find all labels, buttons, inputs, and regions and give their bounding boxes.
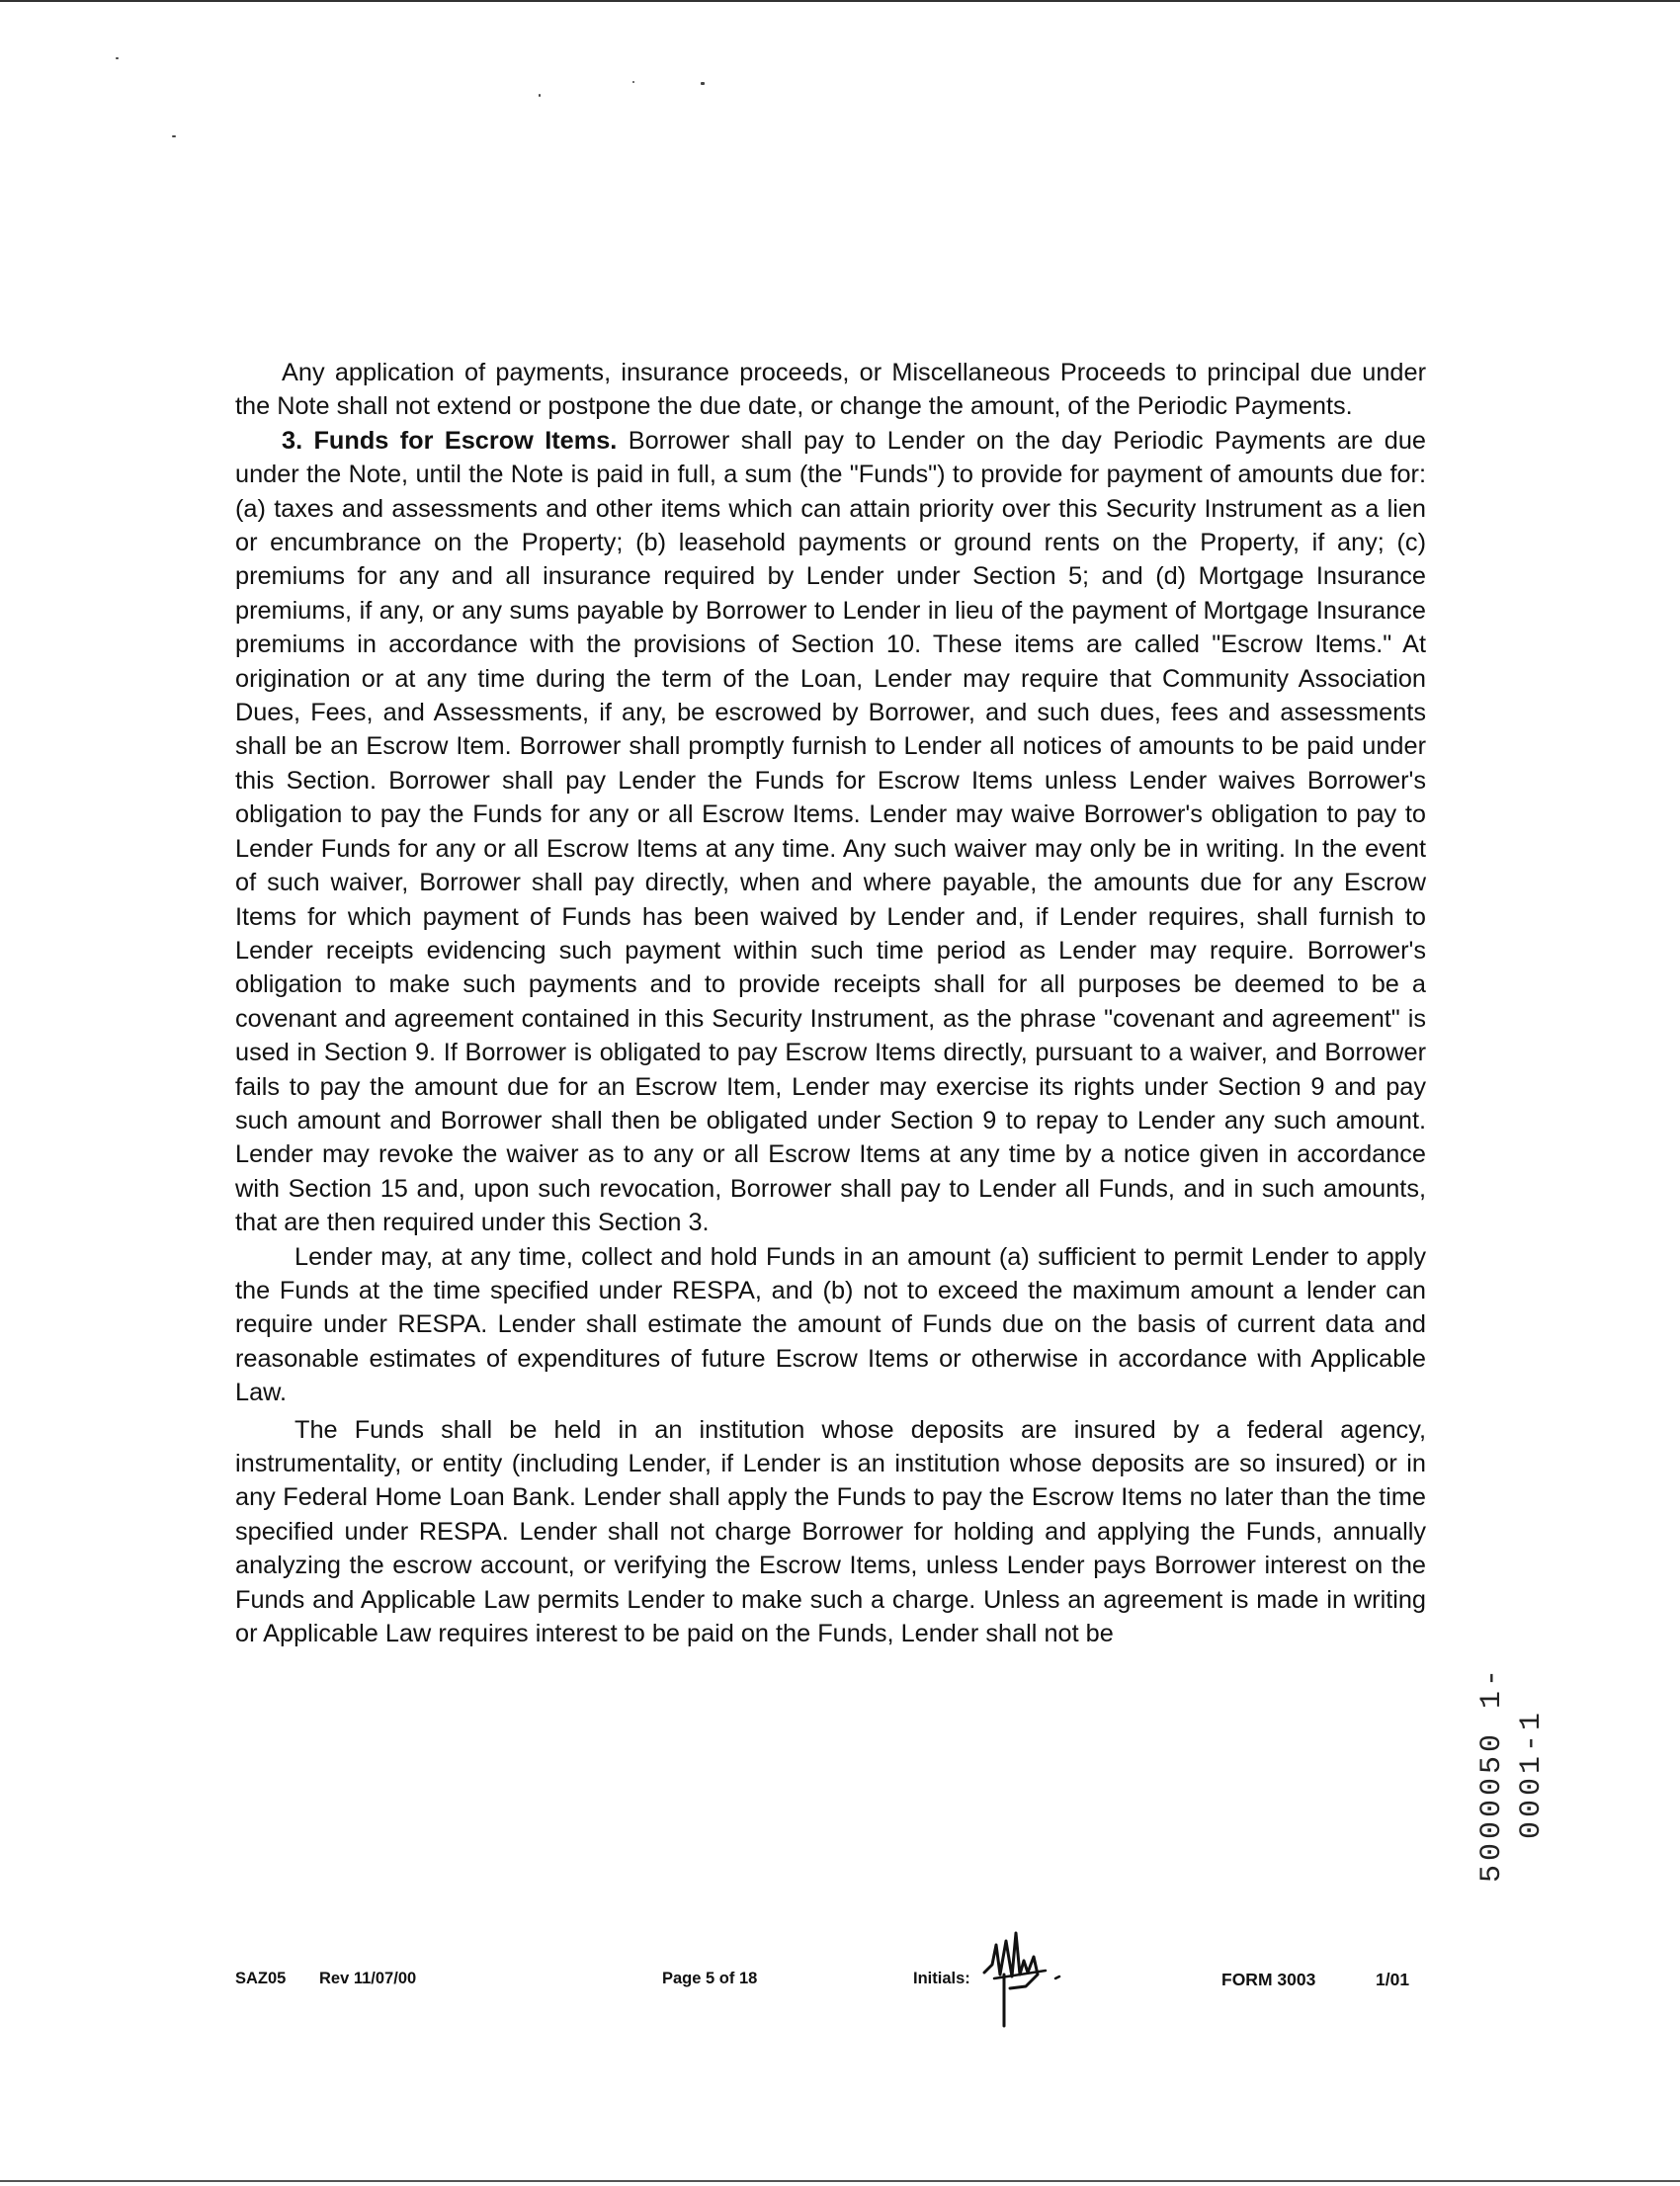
scan-speck <box>116 57 119 59</box>
scan-speck <box>172 135 176 137</box>
scan-speck <box>632 81 634 83</box>
side-document-number: 5000050 1-0001-1 <box>1475 1664 1549 1884</box>
scan-bottom-border <box>0 2180 1680 2182</box>
footer-form-number: FORM 3003 <box>1221 1970 1316 1989</box>
section-3-text: Borrower shall pay to Lender on the day Periodic Payments are due under the Note, until the Note is paid in full, a sum (the "Funds") to provide for payment of amounts due for: (a) taxes and assessments and other items which can attain priority over this Security Instrument as a lien or encumbrance on the Property; (b) leasehold payments or ground rents on the Property, if any; (c) premiums for any and all insurance required by Lender under Section 5; and (d) Mortgage Insurance premiums, if any, or any sums payable by Borrower to Lender in lieu of the payment of Mortgage Insurance premiums in accordance with the provisions of Section 10. These items are called "Escrow Items." At origination or at any time during the term of the Loan, Lender may require that Community Association Dues, Fees, and Assessments, if any, be escrowed by Borrower, and such dues, fees and assessments shall be an Escrow Item. Borrower shall promptly furnish to Lender all notices of amounts to be paid under this Section. Borrower shall pay Lender the Funds for Escrow Items unless Lender waives Borrower's obligation to pay the Funds for any or all Escrow Items. Lender may waive Borrower's obligation to pay to Lender Funds for any or all Escrow Items at any time. Any such waiver may only be in writing. In the event of such waiver, Borrower shall pay directly, when and where payable, the amounts due for any Escrow Items for which payment of Funds has been waived by Lender and, if Lender requires, shall furnish to Lender receipts evidencing such payment within such time period as Lender may require. Borrower's obligation to make such payments and to provide receipts shall for all purposes be deemed to be a covenant and agreement contained in this Security Instrument, as the phrase "covenant and agreement" is used in Section 9. If Borrower is obligated to pay Escrow Items directly, pursuant to a waiver, and Borrower fails to pay the amount due for an Escrow Item, Lender may exercise its rights under Section 9 and pay such amount and Borrower shall then be obligated under Section 9 to repay to Lender any such amount. Lender may revoke the waiver as to any or all Escrow Items at any time by a notice given in accordance with Section 15 and, upon such revocation, Borrower shall pay to Lender all Funds, and in such amounts, that are then required under this Section 3. <box>235 426 1427 1237</box>
footer-form-code: SAZ05 <box>235 1970 287 1987</box>
scan-speck <box>701 82 705 85</box>
paragraph-lender-may-collect: Lender may, at any time, collect and hold Funds in an amount (a) sufficient to permit Lender to apply the Funds at the time specified under RESPA, and (b) not to exceed the maximum amount a lender can require under RESPA. Lender shall estimate the amount of Funds due on the basis of current data and reasonable estimates of expenditures of future Escrow Items or otherwise in accordance with Applicable Law. <box>235 1242 1426 1407</box>
document-body <box>235 356 1426 1650</box>
paragraph-funds-held: The Funds shall be held in an institution whose deposits are insured by a federal agency, instrumentality, or entity (including Lender, if Lender is an institution whose deposits are so insured) or in any Federal Home Loan Bank. Lender shall apply the Funds to pay the Escrow Items no later than the time specified under RESPA. Lender shall not charge Borrower for holding and applying the Funds, annually analyzing the escrow account, or verifying the Escrow Items, unless Lender pays Borrower interest on the Funds and Applicable Law permits Lender to make such a charge. Unless an agreement is made in writing or Applicable Law requires interest to be paid on the Funds, Lender shall not be <box>235 1415 1426 1648</box>
paragraph-application-of-payments: Any application of payments, insurance proceeds, or Miscellaneous Proceeds to principal due under the Note shall not extend or postpone the due date, or change the amount, of the Periodic Payments. <box>235 359 1426 421</box>
initials-signature <box>976 1917 1075 2028</box>
footer-revision: Rev 11/07/00 <box>319 1970 417 1987</box>
section-3-heading: 3. Funds for Escrow Items. <box>282 426 618 455</box>
footer-page-number: Page 5 of 18 <box>662 1970 758 1987</box>
footer-form-date: 1/01 <box>1376 1970 1410 1989</box>
footer-initials-label: Initials: <box>913 1970 970 1987</box>
scan-speck <box>539 94 541 97</box>
scan-top-border <box>0 0 1680 2</box>
section-3-funds-for-escrow <box>235 424 1426 1240</box>
